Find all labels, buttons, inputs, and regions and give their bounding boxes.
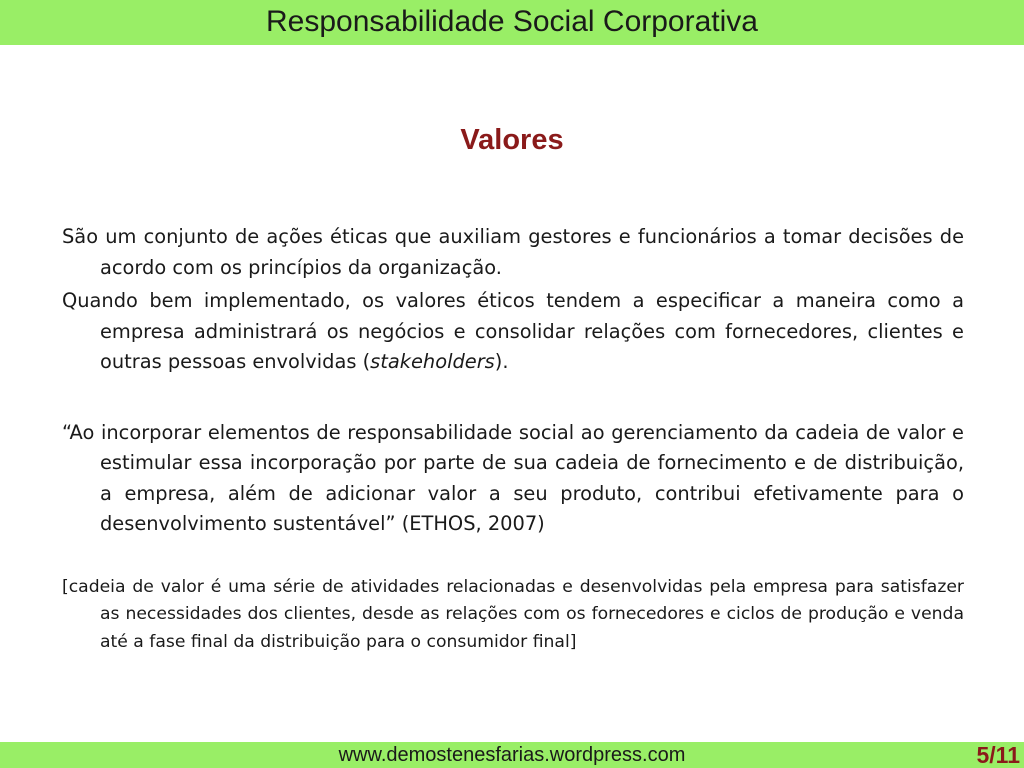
paragraph-definition: São um conjunto de ações éticas que auxiliam gestores e funcionários a tomar decisões de acordo com os princípios da organização. bbox=[62, 225, 964, 279]
paragraph-implementation bbox=[62, 286, 964, 378]
page-number: 5/11 bbox=[976, 742, 1020, 768]
slide-heading: Valores bbox=[460, 124, 564, 156]
slide-body bbox=[62, 222, 964, 656]
paragraph-implementation-end: ). bbox=[494, 350, 509, 373]
header-title: Responsabilidade Social Corporativa bbox=[266, 4, 758, 38]
paragraph-implementation-text: Quando bem implementado, os valores éticos tendem a especificar a maneira como a empresa administrará os negócios e consolidar relações com fornecedores, clientes e outras pessoas envolvidas ( bbox=[62, 289, 964, 373]
stakeholders-term: stakeholders bbox=[370, 350, 495, 373]
footer-url: www.demostenesfarias.wordpress.com bbox=[338, 744, 686, 766]
quote-ethos: “Ao incorporar elementos de responsabilidade social ao gerenciamento da cadeia de valor e estimular essa incorporação por parte de sua cadeia de fornecimento e de distribuição, a empresa, além de adicionar valor a seu produto, contribui efetivamente para o desenvolvimento sustentável” (ETHOS, 2007) bbox=[62, 420, 964, 535]
header-bar bbox=[0, 0, 1024, 45]
footer-bar bbox=[0, 742, 1024, 768]
note-value-chain: [cadeia de valor é uma série de atividades relacionadas e desenvolvidas pela empresa para satisfazer as necessidades dos clientes, desde as relações com os fornecedores e ciclos de produção e venda até a fase final da distribuição para o consumidor final] bbox=[62, 576, 964, 652]
